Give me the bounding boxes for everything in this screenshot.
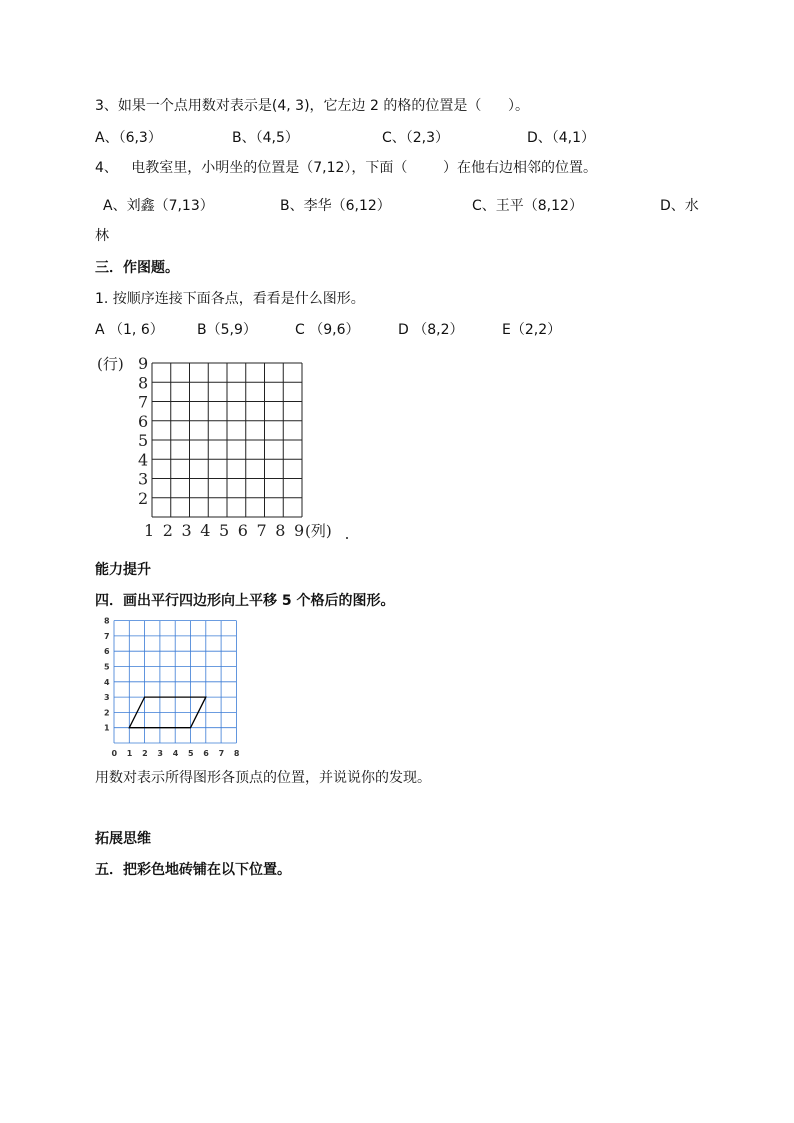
column-label: 4 (200, 521, 211, 540)
y-axis-label: 8 (104, 616, 110, 626)
point-d: D （8,2） (398, 322, 464, 338)
row-label: 9 (138, 354, 149, 373)
q3-option-c: C、（2,3） (382, 130, 450, 146)
x-axis-label: 6 (203, 749, 209, 758)
x-axis-label: 0 (111, 749, 118, 758)
x-axis-label: 8 (233, 749, 240, 758)
x-axis-label: 7 (218, 749, 225, 758)
ability-heading: 能力提升 (95, 562, 151, 578)
q4-stem: 4、 电教室里，小明坐的位置是（7,12），下面（ ）在他右边相邻的位置。 (95, 160, 598, 176)
y-axis-label: 4 (104, 677, 110, 687)
x-axis-labels (112, 749, 240, 758)
row-label: 2 (138, 488, 149, 508)
row-label: 8 (138, 373, 149, 393)
x-axis-label: 5 (188, 749, 194, 758)
point-b: B（5,9） (197, 322, 257, 338)
row-labels (138, 354, 148, 508)
row-label: 6 (138, 411, 149, 431)
q3-option-b: B、（4,5） (232, 130, 299, 146)
point-c: C （9,6） (295, 322, 360, 338)
q3-option-a: A、（6,3） (95, 130, 162, 146)
column-label: 8 (275, 521, 286, 540)
column-label: 5 (219, 521, 230, 540)
point-a: A （1, 6） (95, 322, 164, 338)
x-axis-label: 1 (126, 749, 133, 758)
row-label: 4 (138, 450, 149, 470)
q4-option-b: B、李华（6,12） (280, 198, 391, 214)
column-label: 3 (181, 521, 192, 540)
section4-heading: 四．画出平行四边形向上平移 5 个格后的图形。 (95, 593, 395, 609)
q4-option-a: A、刘鑫（7,13） (103, 198, 214, 214)
section3-q1-stem: 1. 按顺序连接下面各点，看看是什么图形。 (95, 291, 365, 307)
column-label: 9 (294, 521, 305, 540)
y-axis-labels (104, 617, 110, 733)
column-label: 1 (144, 521, 155, 540)
row-unit-label: (行) (97, 355, 124, 373)
row-label: 5 (138, 431, 149, 450)
y-axis-label: 7 (104, 631, 110, 641)
q4-option-c: C、王平（8,12） (472, 198, 583, 214)
x-axis-label: 3 (157, 749, 163, 758)
y-axis-label: 6 (104, 647, 110, 657)
section4-instruction: 用数对表示所得图形各顶点的位置，并说说你的发现。 (95, 770, 431, 786)
column-unit-label: (列) (305, 522, 332, 540)
stray-mark (346, 537, 348, 539)
coordinate-grid-parallelogram (95, 614, 255, 762)
coordinate-grid-rows-columns (95, 350, 365, 550)
y-axis-label: 5 (104, 662, 110, 672)
x-axis-label: 2 (142, 749, 148, 758)
grid-lines (152, 363, 302, 517)
section3-heading: 三．作图题。 (95, 260, 179, 276)
y-axis-label: 2 (104, 708, 110, 718)
q3-option-d: D、（4,1） (527, 130, 596, 146)
blue-grid-lines (114, 621, 236, 743)
extension-heading: 拓展思维 (95, 831, 151, 847)
column-label: 2 (162, 521, 173, 540)
section5-heading: 五．把彩色地砖铺在以下位置。 (95, 862, 291, 878)
q3-stem: 3、如果一个点用数对表示是(4, 3)，它左边 2 的格的位置是（ ）。 (95, 98, 530, 114)
row-label: 3 (138, 469, 149, 489)
q4-option-d: D、水 (660, 198, 699, 214)
column-label: 7 (256, 521, 267, 540)
column-labels (144, 521, 304, 540)
q4-option-d-wrap: 林 (95, 228, 109, 244)
column-label: 6 (237, 521, 248, 540)
row-label: 7 (138, 392, 149, 412)
x-axis-label: 4 (172, 749, 179, 758)
y-axis-label: 1 (104, 723, 110, 733)
y-axis-label: 3 (104, 693, 110, 703)
point-e: E（2,2） (502, 322, 562, 338)
